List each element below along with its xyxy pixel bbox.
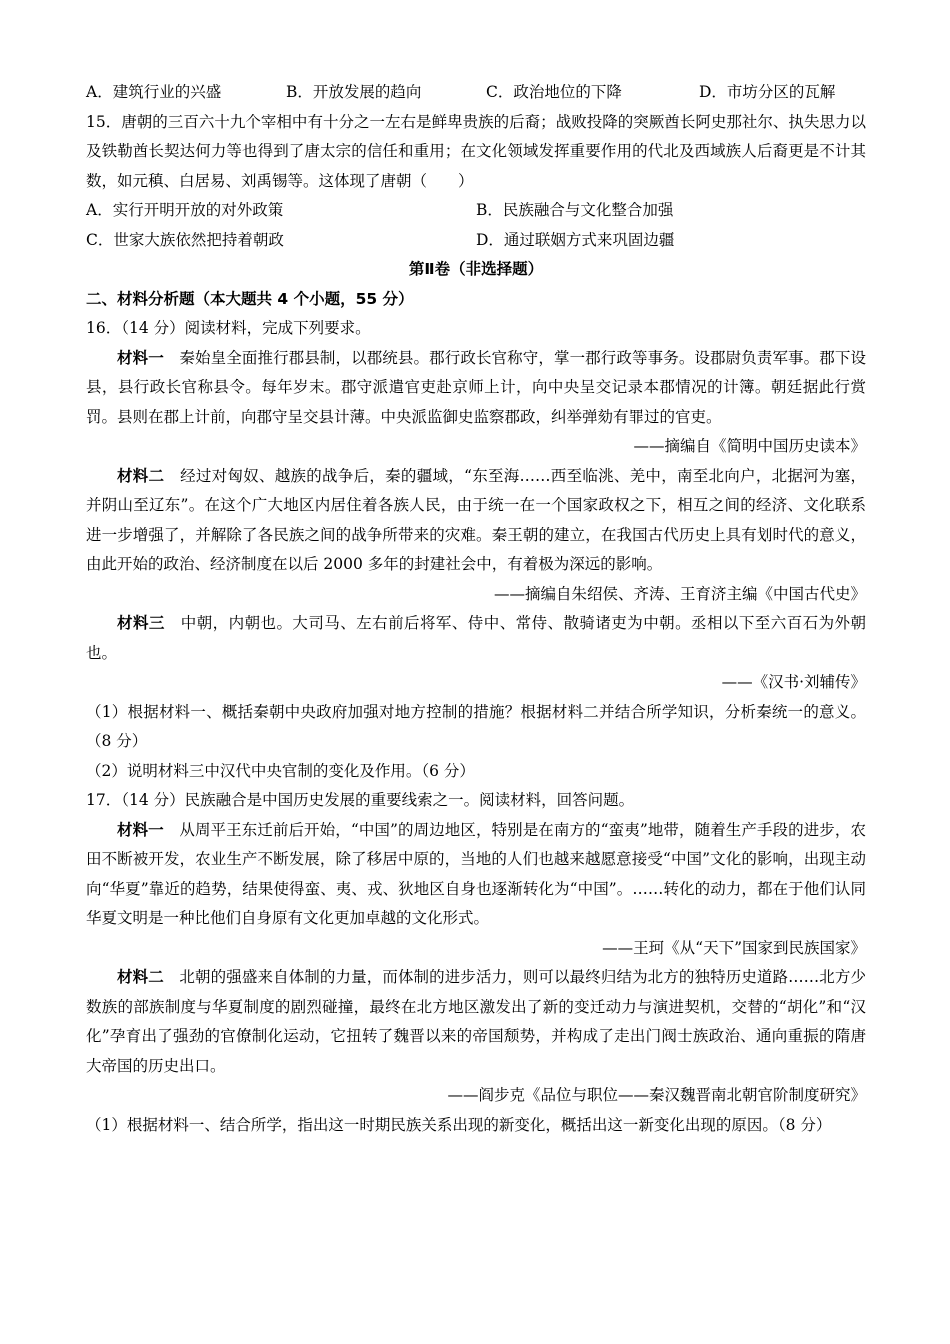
- q17-material-2-label: 材料二: [117, 968, 164, 986]
- q16-material-3-text: 中朝，内朝也。大司马、左右前后将军、侍中、常侍、散骑诸吏为中朝。丞相以下至六百石为外朝也。: [86, 614, 866, 662]
- q15-options-row2: [86, 226, 866, 256]
- q16-material-3: [86, 609, 866, 668]
- q16-material-3-source: ——《汉书·刘辅传》: [721, 673, 866, 691]
- q16-material-1-source: ——摘编自《简明中国历史读本》: [633, 437, 866, 455]
- exam-page: [86, 78, 866, 1140]
- q15-stem: 15．唐朝的三百六十九个宰相中有十分之一左右是鲜卑贵族的后裔；战败投降的突厥酋长阿史那社尔、执失思力以及铁勒酋长契达何力等也得到了唐太宗的信任和重用；在文化领域发挥重要作用的代北及西域族人后裔更是不计其数，如元稹、白居易、刘禹锡等。这体现了唐朝（ ）: [86, 112, 866, 190]
- q14-option-a: A．建筑行业的兴盛: [86, 83, 222, 101]
- q16-material-1-text: 秦始皇全面推行郡县制，以郡统县。郡行政长官称守，掌一郡行政等事务。设郡尉负责军事。郡下设县，县行政长官称县令。每年岁末。郡守派遣官吏赴京师上计，向中央呈交记录本郡情况的计簿。朝廷据此行赏罚。县则在郡上计前，向郡守呈交县计薄。中央派监御史监察郡政，纠举弹劾有罪过的官吏。: [86, 348, 866, 426]
- q17-material-1-label: 材料一: [117, 820, 164, 839]
- q17-material-2-source: ——阎步克《品位与职位——秦汉魏晋南北朝官阶制度研究》: [447, 1086, 866, 1104]
- q17-sub-question-1: （1）根据材料一、结合所学，指出这一时期民族关系出现的新变化，概括出这一新变化出现的原因。（8 分）: [86, 1115, 832, 1134]
- q14-option-d: D．市坊分区的瓦解: [699, 83, 836, 101]
- q15-options-row1: [86, 196, 866, 226]
- q16-material-2-text: 经过对匈奴、越族的战争后，秦的疆域，“东至海……西至临洮、羌中，南至北向户，北据河为塞，并阴山至辽东”。在这个广大地区内居住着各族人民，由于统一在一个国家政权之下，相互之间的经济、文化联系进一步增强了，并解除了各民族之间的战争所带来的灾难。秦王朝的建立，在我国古代历史上具有划时代的意义，由此开始的政治、经济制度在以后 2000 多年的封建社会中，有着极为深远的影响。: [86, 466, 866, 573]
- q16-material-2-label: 材料二: [117, 466, 165, 485]
- q16-stem: 16．（14 分）阅读材料，完成下列要求。: [86, 319, 371, 337]
- q14-options: [86, 78, 866, 108]
- q16-material-2: [86, 462, 866, 580]
- q16-material-2-source: ——摘编自朱绍侯、齐涛、王育济主编《中国古代史》: [493, 584, 866, 603]
- q15-option-d: D．通过联姻方式来巩固边疆: [476, 230, 675, 249]
- q17-material-1-text: 从周平王东迁前后开始，“中国”的周边地区，特别是在南方的“蛮夷”地带，随着生产手段的进步，农田不断被开发，农业生产不断发展，除了移居中原的，当地的人们也越来越愿意接受“中国”文化的影响，出现主动向“华夏”靠近的趋势，结果使得蛮、夷、戎、狄地区自身也逐渐转化为“中国”。……转化的动力，都在于他们认同华夏文明是一种比他们自身原有文化更加卓越的文化形式。: [86, 820, 866, 927]
- q17-material-2: [86, 963, 866, 1081]
- q15-option-a: A．实行开明开放的对外政策: [86, 201, 284, 219]
- q14-option-b: B．开放发展的趋向: [286, 83, 422, 101]
- q16-sub-question-2: （2）说明材料三中汉代中央官制的变化及作用。（6 分）: [86, 761, 475, 780]
- q14-option-c: C．政治地位的下降: [486, 83, 622, 101]
- q17-material-1: [86, 816, 866, 934]
- q16-material-1: [86, 344, 866, 433]
- q17-stem: 17．（14 分）民族融合是中国历史发展的重要线索之一。阅读材料，回答问题。: [86, 791, 635, 809]
- section2-title: 二、材料分析题（本大题共 4 个小题，55 分）: [86, 289, 414, 308]
- part2-title: 第Ⅱ卷（非选择题）: [408, 260, 544, 278]
- q16-sub-question-1: （1）根据材料一、概括秦朝中央政府加强对地方控制的措施？根据材料二并结合所学知识，分析秦统一的意义。（8 分）: [86, 702, 866, 750]
- q15-option-c: C．世家大族依然把持着朝政: [86, 230, 284, 249]
- q17-material-2-text: 北朝的强盛来自体制的力量，而体制的进步活力，则可以最终归结为北方的独特历史道路……北方少数族的部族制度与华夏制度的剧烈碰撞，最终在北方地区激发出了新的变迁动力与演进契机，交替的“胡化”和“汉化”孕育出了强劲的官僚制化运动，它扭转了魏晋以来的帝国颓势，并构成了走出门阀士族政治、通向重振的隋唐大帝国的历史出口。: [86, 968, 866, 1075]
- q16-material-1-label: 材料一: [117, 348, 164, 367]
- q16-material-3-label: 材料三: [117, 614, 165, 632]
- q17-material-1-source: ——王珂《从“天下”国家到民族国家》: [602, 938, 866, 957]
- q15-option-b: B．民族融合与文化整合加强: [476, 201, 674, 219]
